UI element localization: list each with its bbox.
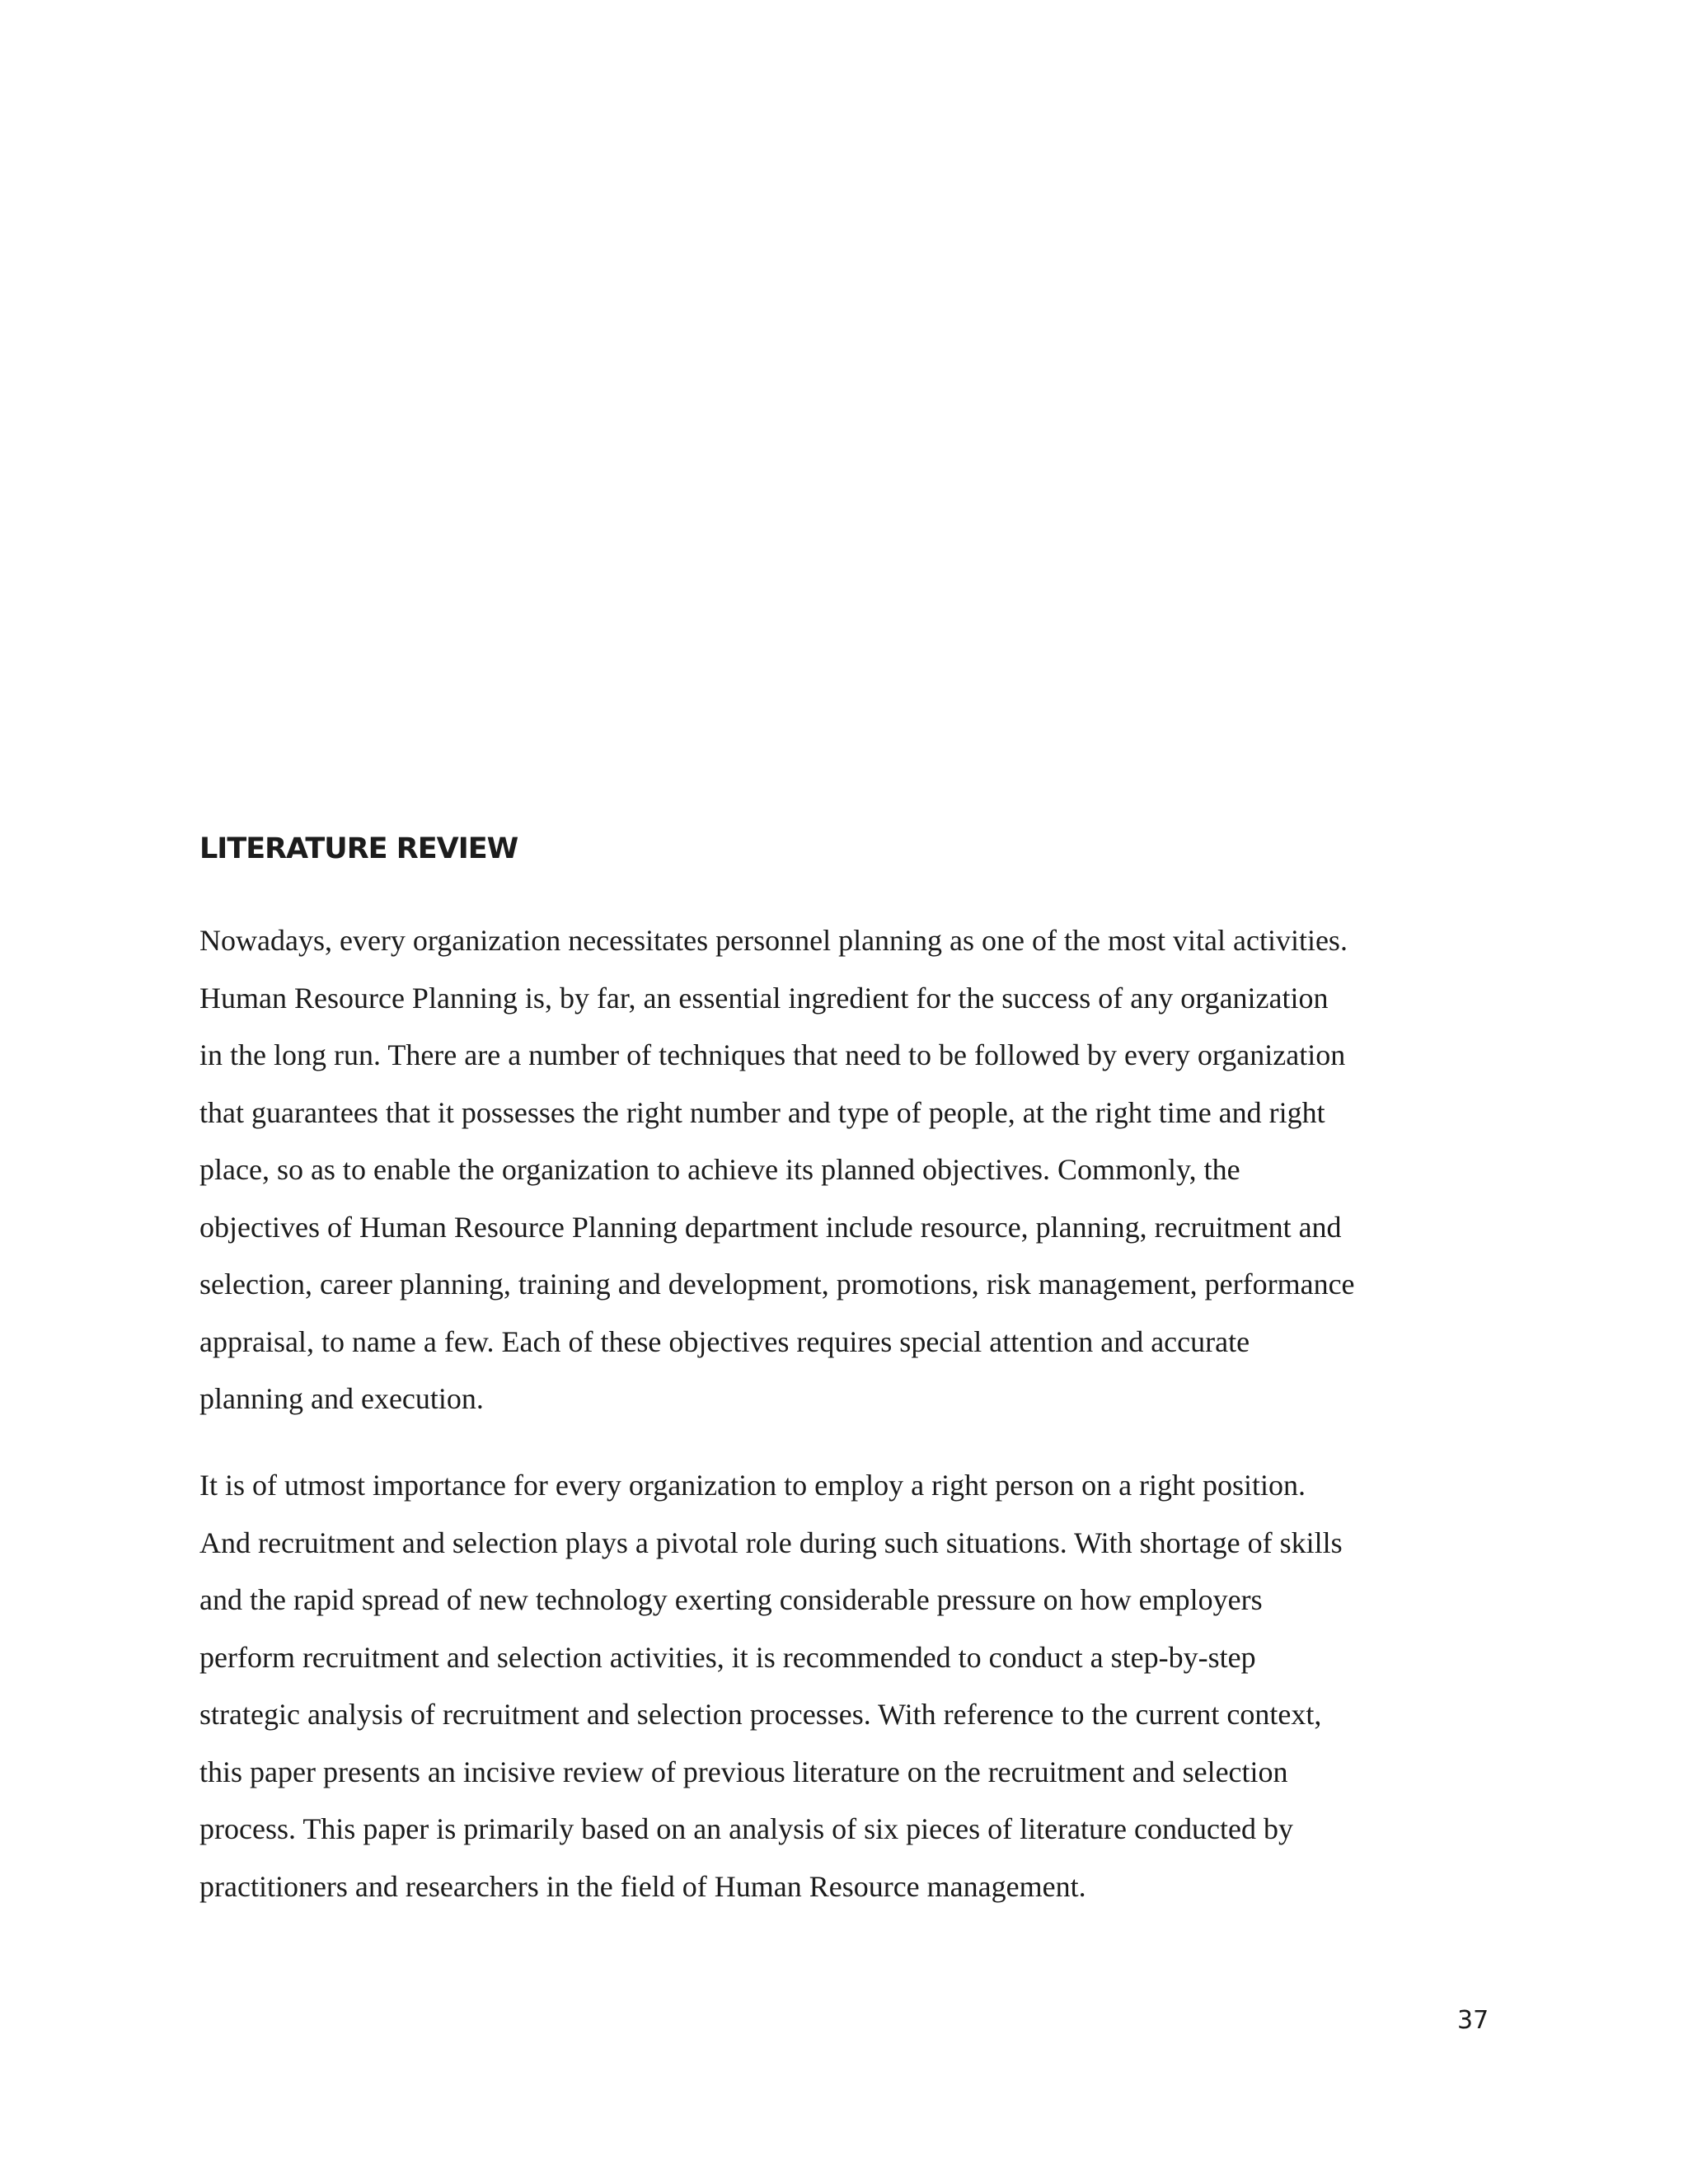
page-number: 37 xyxy=(1457,2006,1489,2035)
paragraph-line: And recruitment and selection plays a pivotal role during such situations. With shortage of skills xyxy=(199,1526,1343,1559)
paragraph-line: process. This paper is primarily based on an analysis of six pieces of literature conducted by xyxy=(199,1812,1293,1845)
paragraph-line: selection, career planning, training and development, promotions, risk management, performance xyxy=(199,1268,1355,1301)
paragraph-2 xyxy=(199,1457,1518,1915)
paragraph-line: planning and execution. xyxy=(199,1382,484,1415)
paragraph-line: in the long run. There are a number of techniques that need to be followed by every organization xyxy=(199,1038,1346,1071)
paragraph-line: strategic analysis of recruitment and selection processes. With reference to the current context, xyxy=(199,1698,1322,1731)
paragraph-line: this paper presents an incisive review of previous literature on the recruitment and selection xyxy=(199,1755,1288,1788)
paragraph-line: Nowadays, every organization necessitates personnel planning as one of the most vital activities. xyxy=(199,924,1348,957)
paragraph-line: objectives of Human Resource Planning department include resource, planning, recruitment and xyxy=(199,1210,1342,1244)
paragraph-line: It is of utmost importance for every organization to employ a right person on a right position. xyxy=(199,1469,1306,1502)
paragraph-line: and the rapid spread of new technology exerting considerable pressure on how employers xyxy=(199,1583,1263,1616)
paragraph-line: that guarantees that it possesses the right number and type of people, at the right time and right xyxy=(199,1095,1325,1129)
paragraph-line: Human Resource Planning is, by far, an essential ingredient for the success of any organization xyxy=(199,981,1329,1015)
paragraph-1 xyxy=(199,912,1518,1428)
section-heading: LITERATURE REVIEW xyxy=(199,832,518,865)
paragraph-line: place, so as to enable the organization to achieve its planned objectives. Commonly, the xyxy=(199,1153,1240,1186)
paragraph-line: practitioners and researchers in the field of Human Resource management. xyxy=(199,1869,1086,1903)
paragraph-line: perform recruitment and selection activities, it is recommended to conduct a step-by-step xyxy=(199,1640,1256,1674)
paragraph-line: appraisal, to name a few. Each of these objectives requires special attention and accurate xyxy=(199,1324,1250,1358)
